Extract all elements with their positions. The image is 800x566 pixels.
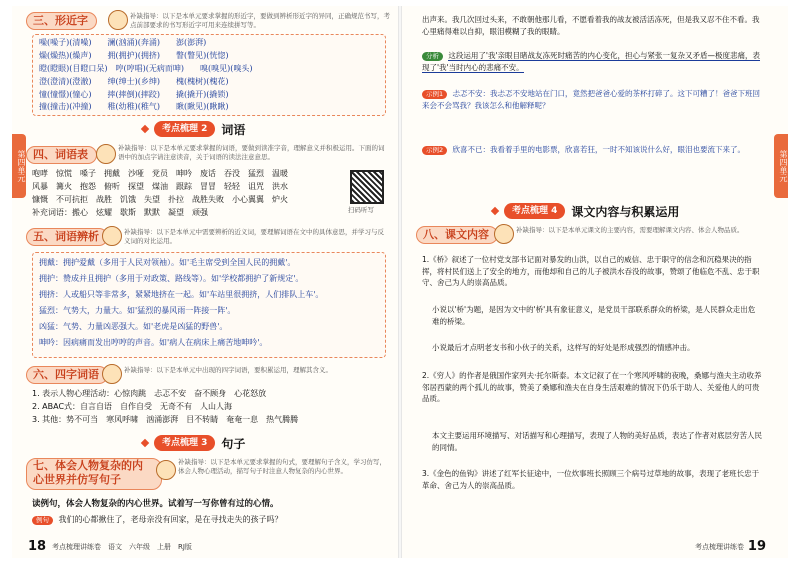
example-label: 示例2	[422, 146, 447, 155]
section-tip: 补缺指导：以下是本单元课文的主要内容，需要理解课文内容、体会人物品质。	[516, 226, 744, 234]
section-tip: 补缺指导：以下是本单元中需要辨析的近义词，要理解词语在文中的具体意思，并学习与反义词的对比运用。	[124, 228, 384, 245]
banner-title: 词语	[221, 122, 246, 137]
mascot-icon	[108, 10, 128, 30]
list-item: 3.《金色的鱼钩》讲述了红军长征途中，一位炊事班长照顾三个病号过草地的故事，表现了老班长忠于革命、舍己为人的崇高品质。	[422, 469, 760, 490]
mascot-icon	[494, 224, 514, 244]
topic-banner	[142, 120, 245, 138]
list-item: 憧(憧憬)(憧心) 摔(摔倒)(摔跤) 撬(撬开)(撬锁)	[39, 90, 229, 99]
list-item: 小说以'桥'为题，是因为文中的'桥'具有象征意义，是党员干部联系群众的桥梁，是人民群众走出危难的桥梁。	[432, 305, 756, 326]
list-item: 拥挤：人或船只等非常多，紧紧地挤在一起。如'车站里很拥挤，人们排队上车'。	[39, 290, 324, 299]
banner-tag: 考点梳理 4	[504, 203, 565, 219]
list-item: 3. 其他：势不可当 寒风呼啸 汹涌澎湃 目不转睛 奄奄一息 热气腾腾	[32, 415, 299, 424]
body-paragraph: 出声来。我几次回过头来，不敢朝他那儿看，不愿看着我的战友被活活冻死，但是我又忍不住不看。我心里痛得难以自抑，眼泪模糊了我的眼睛。	[422, 15, 760, 36]
topic-banner	[492, 202, 679, 220]
unit-side-tab: 第四单元	[12, 134, 26, 198]
example-paragraph	[422, 88, 762, 111]
banner-title: 句子	[221, 436, 246, 451]
topic-banner	[142, 434, 245, 452]
diamond-icon	[141, 125, 149, 133]
right-page	[402, 6, 788, 558]
list-item: 撞(撞击)(冲撞) 稚(幼稚)(稚气) 瞅(瞅见)(瞅瞅)	[39, 102, 229, 111]
mascot-icon	[156, 460, 176, 480]
form-words-box	[32, 34, 386, 116]
banner-tag: 考点梳理 2	[154, 121, 215, 137]
list-item: 凶猛：气势、力量凶恶强大。如'老虎是凶猛的野兽'。	[39, 322, 228, 331]
list-item: 2. ABAC式：自言自语 自作自受 无奇不有 人山人海	[32, 402, 233, 411]
section-tip: 补缺指导：以下是本单元要求掌握的句式，要理解句子含义，学习仿写，体会人物心理活动，描写句子时注意人物复杂的内心世界。	[178, 458, 386, 475]
list-item: 呻吟：因病痛而发出哼哼的声音。如'病人在病床上痛苦地呻吟'。	[39, 338, 268, 347]
qr-code-icon[interactable]	[350, 170, 384, 204]
question-text: 读例句，体会人物复杂的内心世界。试着写一写你曾有过的心情。	[32, 499, 279, 509]
section-title: 六、四字词语	[26, 366, 108, 384]
analysis-paragraph	[422, 50, 762, 73]
vocab-row: 咆哮 惊慌 嗓子 拥戴 沙哑 党员 呻吟 废话 吞没 猛烈 温暖	[32, 169, 288, 178]
list-item: 瞪(瞪眼)(目瞪口呆) 哼(哼唱)(无病而呻) 嗅(嗅见)(嗅头)	[39, 64, 253, 73]
list-item: 燥(燥热)(燥声) 拥(拥护)(拥挤) 瞥(瞥见)(恍惚)	[39, 51, 229, 60]
section-title: 五、词语辨析	[26, 228, 108, 246]
left-page	[12, 6, 398, 558]
diamond-icon	[491, 207, 499, 215]
analysis-label: 分析	[422, 52, 443, 61]
list-item: 小说最后才点明老支书和小伙子的关系，这样写的好处是形成强烈的情感冲击。	[432, 343, 695, 352]
diamond-icon	[141, 439, 149, 447]
section-title: 八、课文内容	[416, 226, 498, 244]
vocab-row: 补充词语：搬心 炫耀 歇斯 默默 凝望 顽强	[32, 208, 208, 217]
section-tip: 补缺指导：以下是本单元要求掌握的词语，要做到读准字音，理解意义并积极运用。下面的词语中的加点字请注意读音，关于词语的读法注意意思。	[118, 144, 385, 161]
example-text: 我们的心都揪住了，老母亲没有回家，是在寻找走失的孩子吗？	[58, 515, 283, 524]
page-footer: 考点梳理讲练卷	[695, 543, 744, 551]
page-footer: 考点梳理讲练卷 语文 六年级 上册 RJ版	[52, 543, 192, 551]
analysis-text: 这段运用了'我'亲眼目睹战友冻死时痛苦的内心变化，担心与紧张一复杂又矛盾—极度悲痛，表现了'我'当时内心的悲痛不安。	[422, 51, 761, 72]
example-paragraph	[422, 144, 762, 156]
banner-tag: 考点梳理 3	[154, 435, 215, 451]
section-title: 七、体会人物复杂的内心世界并仿写句子	[26, 458, 162, 490]
list-item: 拥护：赞成并且拥护（多用于对政策、路线等）。如'学校都拥护了新规定'。	[39, 274, 304, 283]
list-item: 猛烈：气势大，力量大。如'猛烈的暴风雨一阵接一阵'。	[39, 306, 236, 315]
list-item: 1. 表示人物心理活动：心惊肉跳 忐忑不安 奋不顾身 心花怒放	[32, 389, 267, 398]
example-text: 忐忑不安：我忐忑不安地站在门口，竟然把爸爸心爱的茶杯打碎了。这下可糟了！爸爸下班回来会不会骂我？我该怎么和他解释呢？	[422, 89, 761, 110]
list-item: 本文主要运用环境描写、对话描写和心理描写，表现了人物的美好品质，表达了作者对底层穷苦人民的同情。	[432, 431, 762, 452]
example-text: 欣喜不已：我看着手里的电影票，欣喜若狂，一时不知该说什么好，眼泪也要流下来了。	[452, 145, 746, 154]
list-item: 澄(澄清)(澄澈) 绅(绅士)(乡绅) 槐(槐树)(槐花)	[39, 77, 229, 86]
page-number: 19	[747, 539, 766, 554]
list-item: 2.《穷人》的作者是俄国作家列夫·托尔斯泰。本文记叙了在一个寒风呼啸的夜晚，桑娜与渔夫主动收养邻居西蒙的两个孤儿的故事，赞美了桑娜和渔夫在自身生活艰难的情况下仍乐于助人、关爱他人的可贵品质。	[422, 371, 762, 403]
unit-side-tab: 第四单元	[774, 134, 788, 198]
section-title: 三、形近字	[26, 12, 97, 30]
vocab-row: 风暴 篝火 抱怨 俯听 探望 煤油 跟踪 冒冒 轻轻 诅咒 洪水	[32, 182, 288, 191]
qr-label: 扫码听写	[348, 206, 374, 214]
list-item: 1.《桥》叙述了一位村党支部书记面对暴发的山洪，以自己的威信、忠于职守的信念和沉稳果决的指挥，将村民们送上了安全的地方，而他却和自己的儿子被洪水吞没的故事，赞颂了他临危不乱、忠于职守、舍己为人的崇高品质。	[422, 255, 760, 287]
page-number: 18	[28, 539, 47, 554]
mascot-icon	[102, 226, 122, 246]
mascot-icon	[102, 364, 122, 384]
analysis-box	[32, 252, 386, 358]
banner-title: 课文内容与积累运用	[571, 204, 680, 219]
vocab-row: 慷慨 不可抗拒 战胜 饥饿 失望 扑拉 战胜失败 小心翼翼 炉火	[32, 195, 288, 204]
list-item: 噪(噪子)(清噪) 澜(汹涌)(奔涌) 澎(澎湃)	[39, 38, 207, 47]
mascot-icon	[96, 144, 116, 164]
section-tip: 补缺指导：以下是本单元要求掌握的形近字，要做到辨析形近字的异同，正确规范书写，考点前部要求的书写形近字可用来连续拼写等。	[130, 12, 390, 29]
section-tip: 补缺指导：以下是本单元中出现的四字词语，要积累运用，理解其含义。	[124, 366, 332, 374]
list-item: 拥戴：拥护爱戴（多用于人民对领袖）。如'毛主席受到全国人民的拥戴'。	[39, 258, 296, 267]
example-row	[32, 514, 283, 526]
example-label: 例句	[32, 516, 53, 525]
section-title: 四、词语表	[26, 146, 97, 164]
example-label: 示例1	[422, 90, 447, 99]
